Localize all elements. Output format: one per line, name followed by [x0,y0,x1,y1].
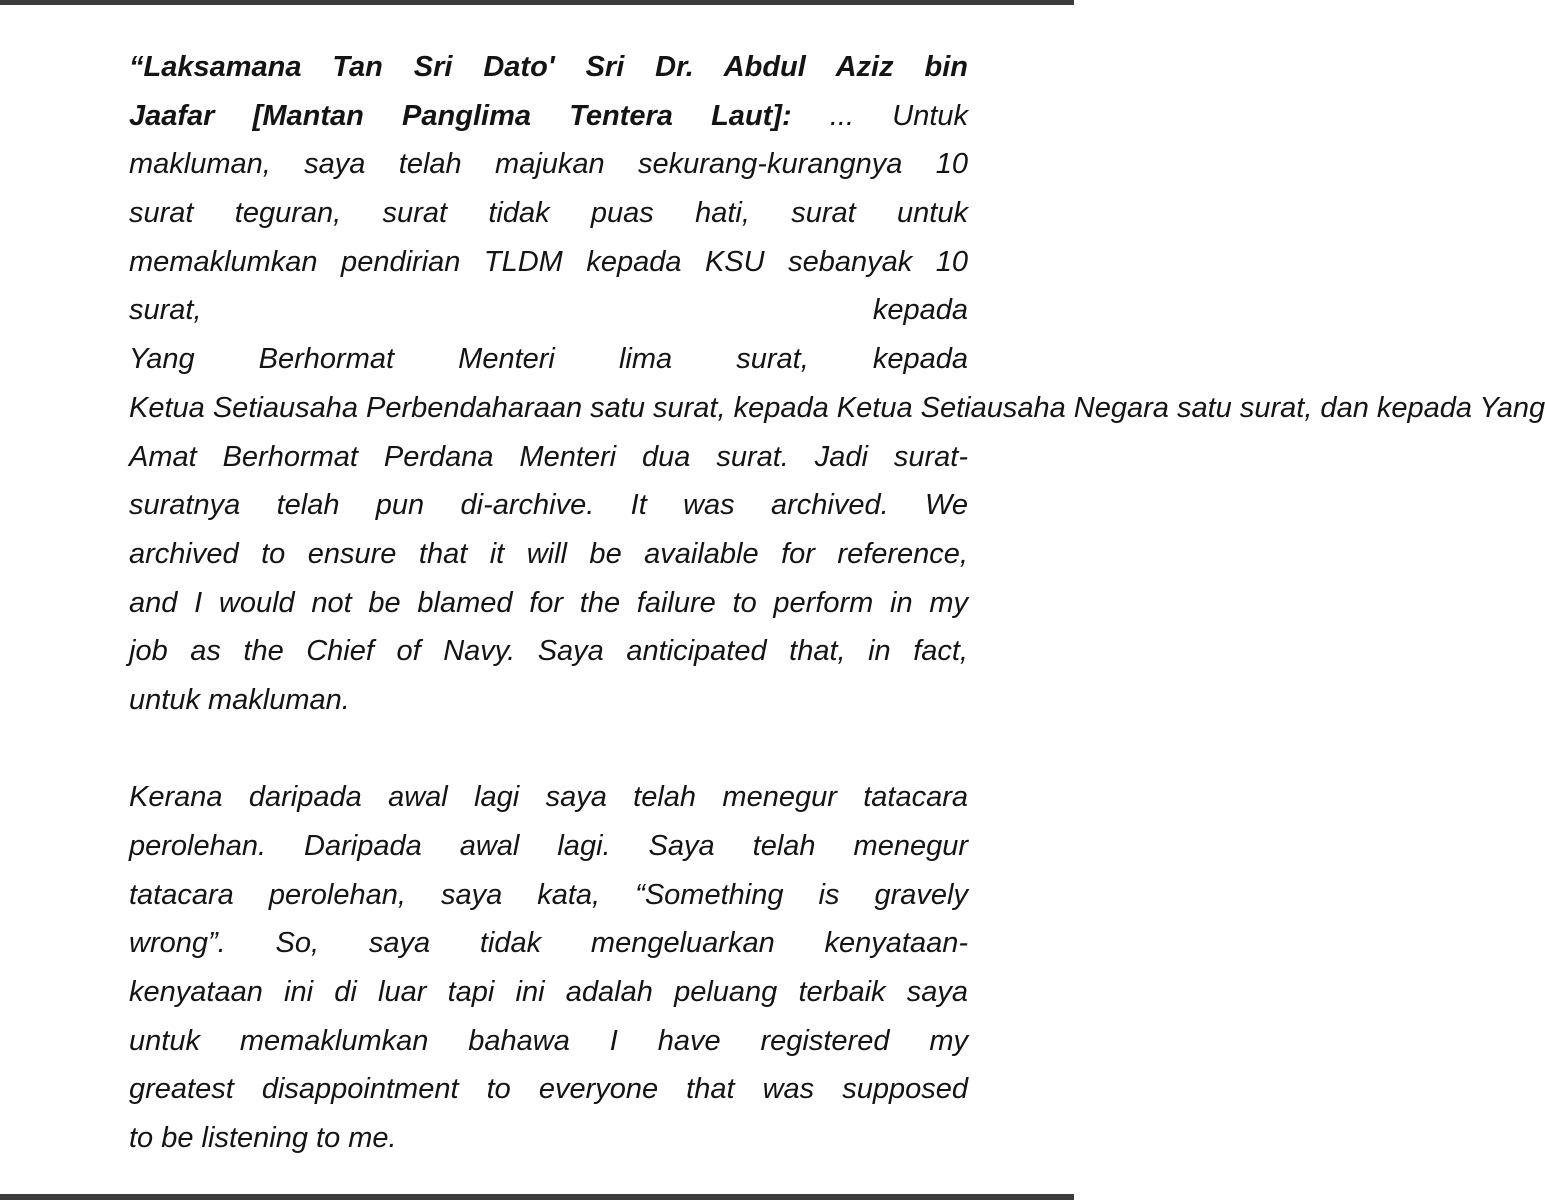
text-line [129,43,968,92]
text-line: Jaafar [Mantan Panglima Tentera Laut]: ... Untuk [129,99,969,132]
text-line: untuk memaklumkan bahawa I have registered my [129,1024,968,1057]
text-line: Amat Berhormat Perdana Menteri dua surat. Jadi surat- [129,440,968,473]
text-line: archived to ensure that it will be available for reference, [129,537,968,570]
text-line: surat teguran, surat tidak puas hati, surat untuk [129,197,968,230]
text-line: Ketua Setiausaha Perbendaharaan satu surat, kepada Ketua Setiausaha Negara satu surat, dan kepada Yang [129,391,1545,424]
text-line: and I would not be blamed for the failure to perform in my [129,586,968,619]
text-line: job as the Chief of Navy. Saya anticipated that, in fact, [129,635,968,668]
text-line: wrong”. So, saya tidak mengeluarkan kenyataan- [129,927,968,960]
text-line: perolehan. Daripada awal lagi. Saya telah menegur [129,830,968,862]
text-line: suratnya telah pun di-archive. It was archived. We [129,489,968,522]
text-line: makluman, saya telah majukan sekurang-kurangnya 10 [129,148,968,181]
speaker-name-line: “Laksamana Tan Sri Dato' Sri Dr. Abdul Aziz bin [129,51,968,83]
paragraph-spacer [129,725,968,774]
speaker-name-line: Jaafar [Mantan Panglima Tentera Laut]: [129,99,792,132]
text-line: Kerana daripada awal lagi saya telah menegur tatacara [129,781,968,814]
paragraph-2 [129,773,968,1163]
text-line: kenyataan ini di luar tapi ini adalah peluang terbaik saya [129,976,968,1009]
text-line: surat, kepada [129,294,968,327]
text-line: memaklumkan pendirian TLDM kepada KSU sebanyak 10 [129,245,968,278]
top-border-rule [0,0,1074,5]
text-line: tatacara perolehan, saya kata, “Something is gravely [129,878,968,911]
text-line: to be listening to me. [129,1122,397,1155]
document-body [129,43,1545,1163]
text-line: Yang Berhormat Menteri lima surat, kepada [129,343,968,376]
paragraph-1 [129,43,1545,725]
text-line: untuk makluman. [129,683,350,716]
text-line: greatest disappointment to everyone that was supposed [129,1073,968,1106]
bottom-border-rule [0,1194,1074,1200]
